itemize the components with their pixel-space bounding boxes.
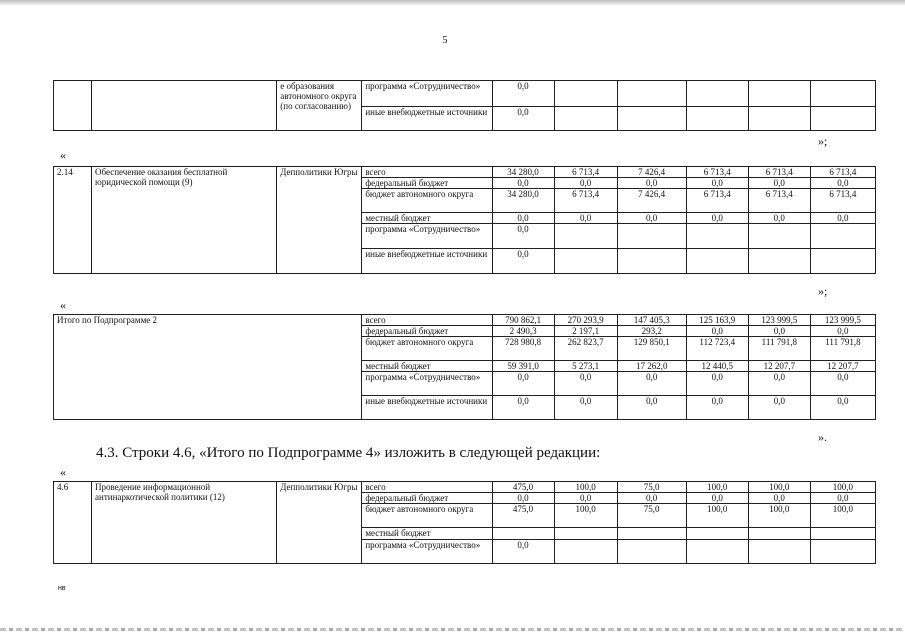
page-number: 5 [442, 35, 448, 46]
cell-total: 475,0 [492, 482, 554, 493]
cell-value: 0,0 [810, 493, 875, 504]
cell-value: 0,0 [686, 326, 748, 337]
cell-value [554, 224, 617, 249]
cell-source: программа «Сотрудничество» [362, 81, 492, 107]
cell-value: 17 262,0 [617, 361, 686, 372]
scan-edge-top [0, 0, 905, 6]
cell-num: 2.14 [54, 167, 92, 274]
cell-value: 100,0 [810, 482, 875, 493]
cell-value: 123 999,5 [810, 315, 875, 326]
cell-total: 0,0 [492, 540, 554, 564]
cell-value [617, 540, 686, 564]
cell-source: бюджет автономного округа [362, 337, 492, 361]
cell-value: 0,0 [810, 213, 875, 224]
closing-quote: »; [818, 134, 828, 148]
cell-name [92, 81, 277, 131]
cell-total: 0,0 [492, 178, 554, 189]
cell-value: 0,0 [617, 396, 686, 420]
cell-value: 0,0 [617, 178, 686, 189]
cell-value: 0,0 [686, 213, 748, 224]
cell-source: бюджет автономного округа [362, 504, 492, 528]
cell-value: 75,0 [617, 482, 686, 493]
cell-total [492, 528, 554, 540]
cell-value [810, 540, 875, 564]
cell-total-label: Итого по Подпрограмме 2 [54, 315, 362, 420]
cell-value: 6 713,4 [554, 167, 617, 178]
cell-value: 6 713,4 [686, 167, 748, 178]
cell-value: 262 823,7 [554, 337, 617, 361]
cell-value: 0,0 [686, 372, 748, 396]
table-row-4-6 [53, 481, 876, 564]
cell-value: 0,0 [748, 396, 810, 420]
cell-value [686, 249, 748, 274]
cell-value: 5 273,1 [554, 361, 617, 372]
cell-total: 728 980,8 [492, 337, 554, 361]
cell-total: 59 391,0 [492, 361, 554, 372]
cell-value: 6 713,4 [748, 167, 810, 178]
cell-total: 0,0 [492, 493, 554, 504]
cell-value [617, 224, 686, 249]
cell-value [554, 528, 617, 540]
cell-value: 2 197,1 [554, 326, 617, 337]
cell-value: 0,0 [748, 326, 810, 337]
cell-value: 12 207,7 [810, 361, 875, 372]
cell-total: 34 280,0 [492, 167, 554, 178]
table-row [54, 167, 876, 178]
cell-value: 0,0 [748, 213, 810, 224]
cell-num: 4.6 [54, 482, 92, 564]
cell-value: 0,0 [554, 213, 617, 224]
cell-value [810, 224, 875, 249]
opening-quote: « [60, 465, 66, 479]
cell-value: 0,0 [686, 178, 748, 189]
cell-source: местный бюджет [362, 528, 492, 540]
cell-value: 7 426,4 [617, 167, 686, 178]
cell-value [554, 249, 617, 274]
cell-source: федеральный бюджет [362, 326, 492, 337]
cell-value: 0,0 [617, 493, 686, 504]
cell-total: 0,0 [492, 213, 554, 224]
cell-value [617, 249, 686, 274]
cell-source: программа «Сотрудничество» [362, 372, 492, 396]
cell-value: 125 163,9 [686, 315, 748, 326]
cell-value [686, 540, 748, 564]
cell-value [748, 249, 810, 274]
cell-value: 7 426,4 [617, 189, 686, 213]
cell-value: 100,0 [686, 482, 748, 493]
cell-value [748, 224, 810, 249]
cell-value: 100,0 [554, 482, 617, 493]
closing-quote: ». [818, 430, 827, 444]
cell-value: 6 713,4 [748, 189, 810, 213]
cell-value: 0,0 [617, 213, 686, 224]
cell-source: местный бюджет [362, 213, 492, 224]
cell-executor: Депполитики Югры [277, 167, 362, 274]
cell-source: федеральный бюджет [362, 178, 492, 189]
cell-value: 0,0 [686, 396, 748, 420]
cell-source: программа «Сотрудничество» [362, 224, 492, 249]
cell-value: 100,0 [686, 504, 748, 528]
cell-value [686, 224, 748, 249]
cell-value: 6 713,4 [810, 189, 875, 213]
cell-source: иные внебюджетные источники [362, 107, 492, 131]
cell-value: 0,0 [810, 326, 875, 337]
cell-value: 0,0 [810, 396, 875, 420]
cell-value: 0,0 [748, 372, 810, 396]
cell-value: 0,0 [686, 493, 748, 504]
cell-value: 147 405,3 [617, 315, 686, 326]
cell-value [554, 540, 617, 564]
table-row [54, 482, 876, 493]
cell-value: 12 207,7 [748, 361, 810, 372]
cell-value [686, 528, 748, 540]
cell-source: бюджет автономного округа [362, 189, 492, 213]
cell-source: всего [362, 167, 492, 178]
cell-source: всего [362, 315, 492, 326]
cell-value: 100,0 [554, 504, 617, 528]
cell-source: программа «Сотрудничество» [362, 540, 492, 564]
cell-value [748, 528, 810, 540]
cell-value: 0,0 [554, 396, 617, 420]
cell-total: 0,0 [492, 249, 554, 274]
footer-code: нв [58, 585, 66, 592]
cell-total: 0,0 [492, 107, 554, 131]
cell-value: 12 440,5 [686, 361, 748, 372]
cell-source: иные внебюджетные источники [362, 396, 492, 420]
table-row [54, 315, 876, 326]
cell-value: 0,0 [748, 178, 810, 189]
cell-value: 0,0 [810, 372, 875, 396]
cell-name: Обеспечение оказания бесплатной юридической помощи (9) [92, 167, 277, 274]
cell-value: 100,0 [810, 504, 875, 528]
cell-executor: Депполитики Югры [277, 482, 362, 564]
table-continuation [53, 80, 876, 131]
cell-value [748, 540, 810, 564]
cell-value: 6 713,4 [686, 189, 748, 213]
cell-value: 112 723,4 [686, 337, 748, 361]
cell-value: 0,0 [748, 493, 810, 504]
cell-total: 2 490,3 [492, 326, 554, 337]
cell-value: 0,0 [554, 178, 617, 189]
cell-value: 111 791,8 [748, 337, 810, 361]
cell-value [810, 249, 875, 274]
cell-value: 6 713,4 [810, 167, 875, 178]
cell-value: 0,0 [554, 493, 617, 504]
table-row-2-14 [53, 166, 876, 274]
cell-value: 75,0 [617, 504, 686, 528]
cell-total: 0,0 [492, 396, 554, 420]
closing-quote: »; [818, 284, 828, 298]
scan-edge-bottom [0, 628, 905, 631]
cell-num [54, 81, 92, 131]
cell-value: 0,0 [617, 372, 686, 396]
opening-quote: « [60, 298, 66, 312]
cell-value: 270 293,9 [554, 315, 617, 326]
section-heading: 4.3. Строки 4.6, «Итого по Подпрограмме 4» изложить в следующей редакции: [96, 445, 601, 461]
cell-total: 0,0 [492, 372, 554, 396]
cell-source: иные внебюджетные источники [362, 249, 492, 274]
cell-total: 0,0 [492, 81, 554, 107]
opening-quote: « [60, 148, 66, 162]
cell-executor: е образования автономного округа (по согласованию) [277, 81, 362, 131]
cell-total: 0,0 [492, 224, 554, 249]
cell-source: всего [362, 482, 492, 493]
cell-value: 111 791,8 [810, 337, 875, 361]
cell-source: местный бюджет [362, 361, 492, 372]
cell-value: 100,0 [748, 482, 810, 493]
cell-value [810, 528, 875, 540]
table-row [54, 81, 876, 107]
cell-total: 475,0 [492, 504, 554, 528]
cell-value: 100,0 [748, 504, 810, 528]
table-subprogram-2-total [53, 314, 876, 420]
cell-source: федеральный бюджет [362, 493, 492, 504]
cell-value: 0,0 [810, 178, 875, 189]
cell-name: Проведение информационной антинаркотической политики (12) [92, 482, 277, 564]
cell-total: 34 280,0 [492, 189, 554, 213]
cell-total: 790 862,1 [492, 315, 554, 326]
cell-value: 123 999,5 [748, 315, 810, 326]
cell-value: 129 850,1 [617, 337, 686, 361]
cell-value: 6 713,4 [554, 189, 617, 213]
cell-value [617, 528, 686, 540]
cell-value: 0,0 [554, 372, 617, 396]
cell-value: 293,2 [617, 326, 686, 337]
